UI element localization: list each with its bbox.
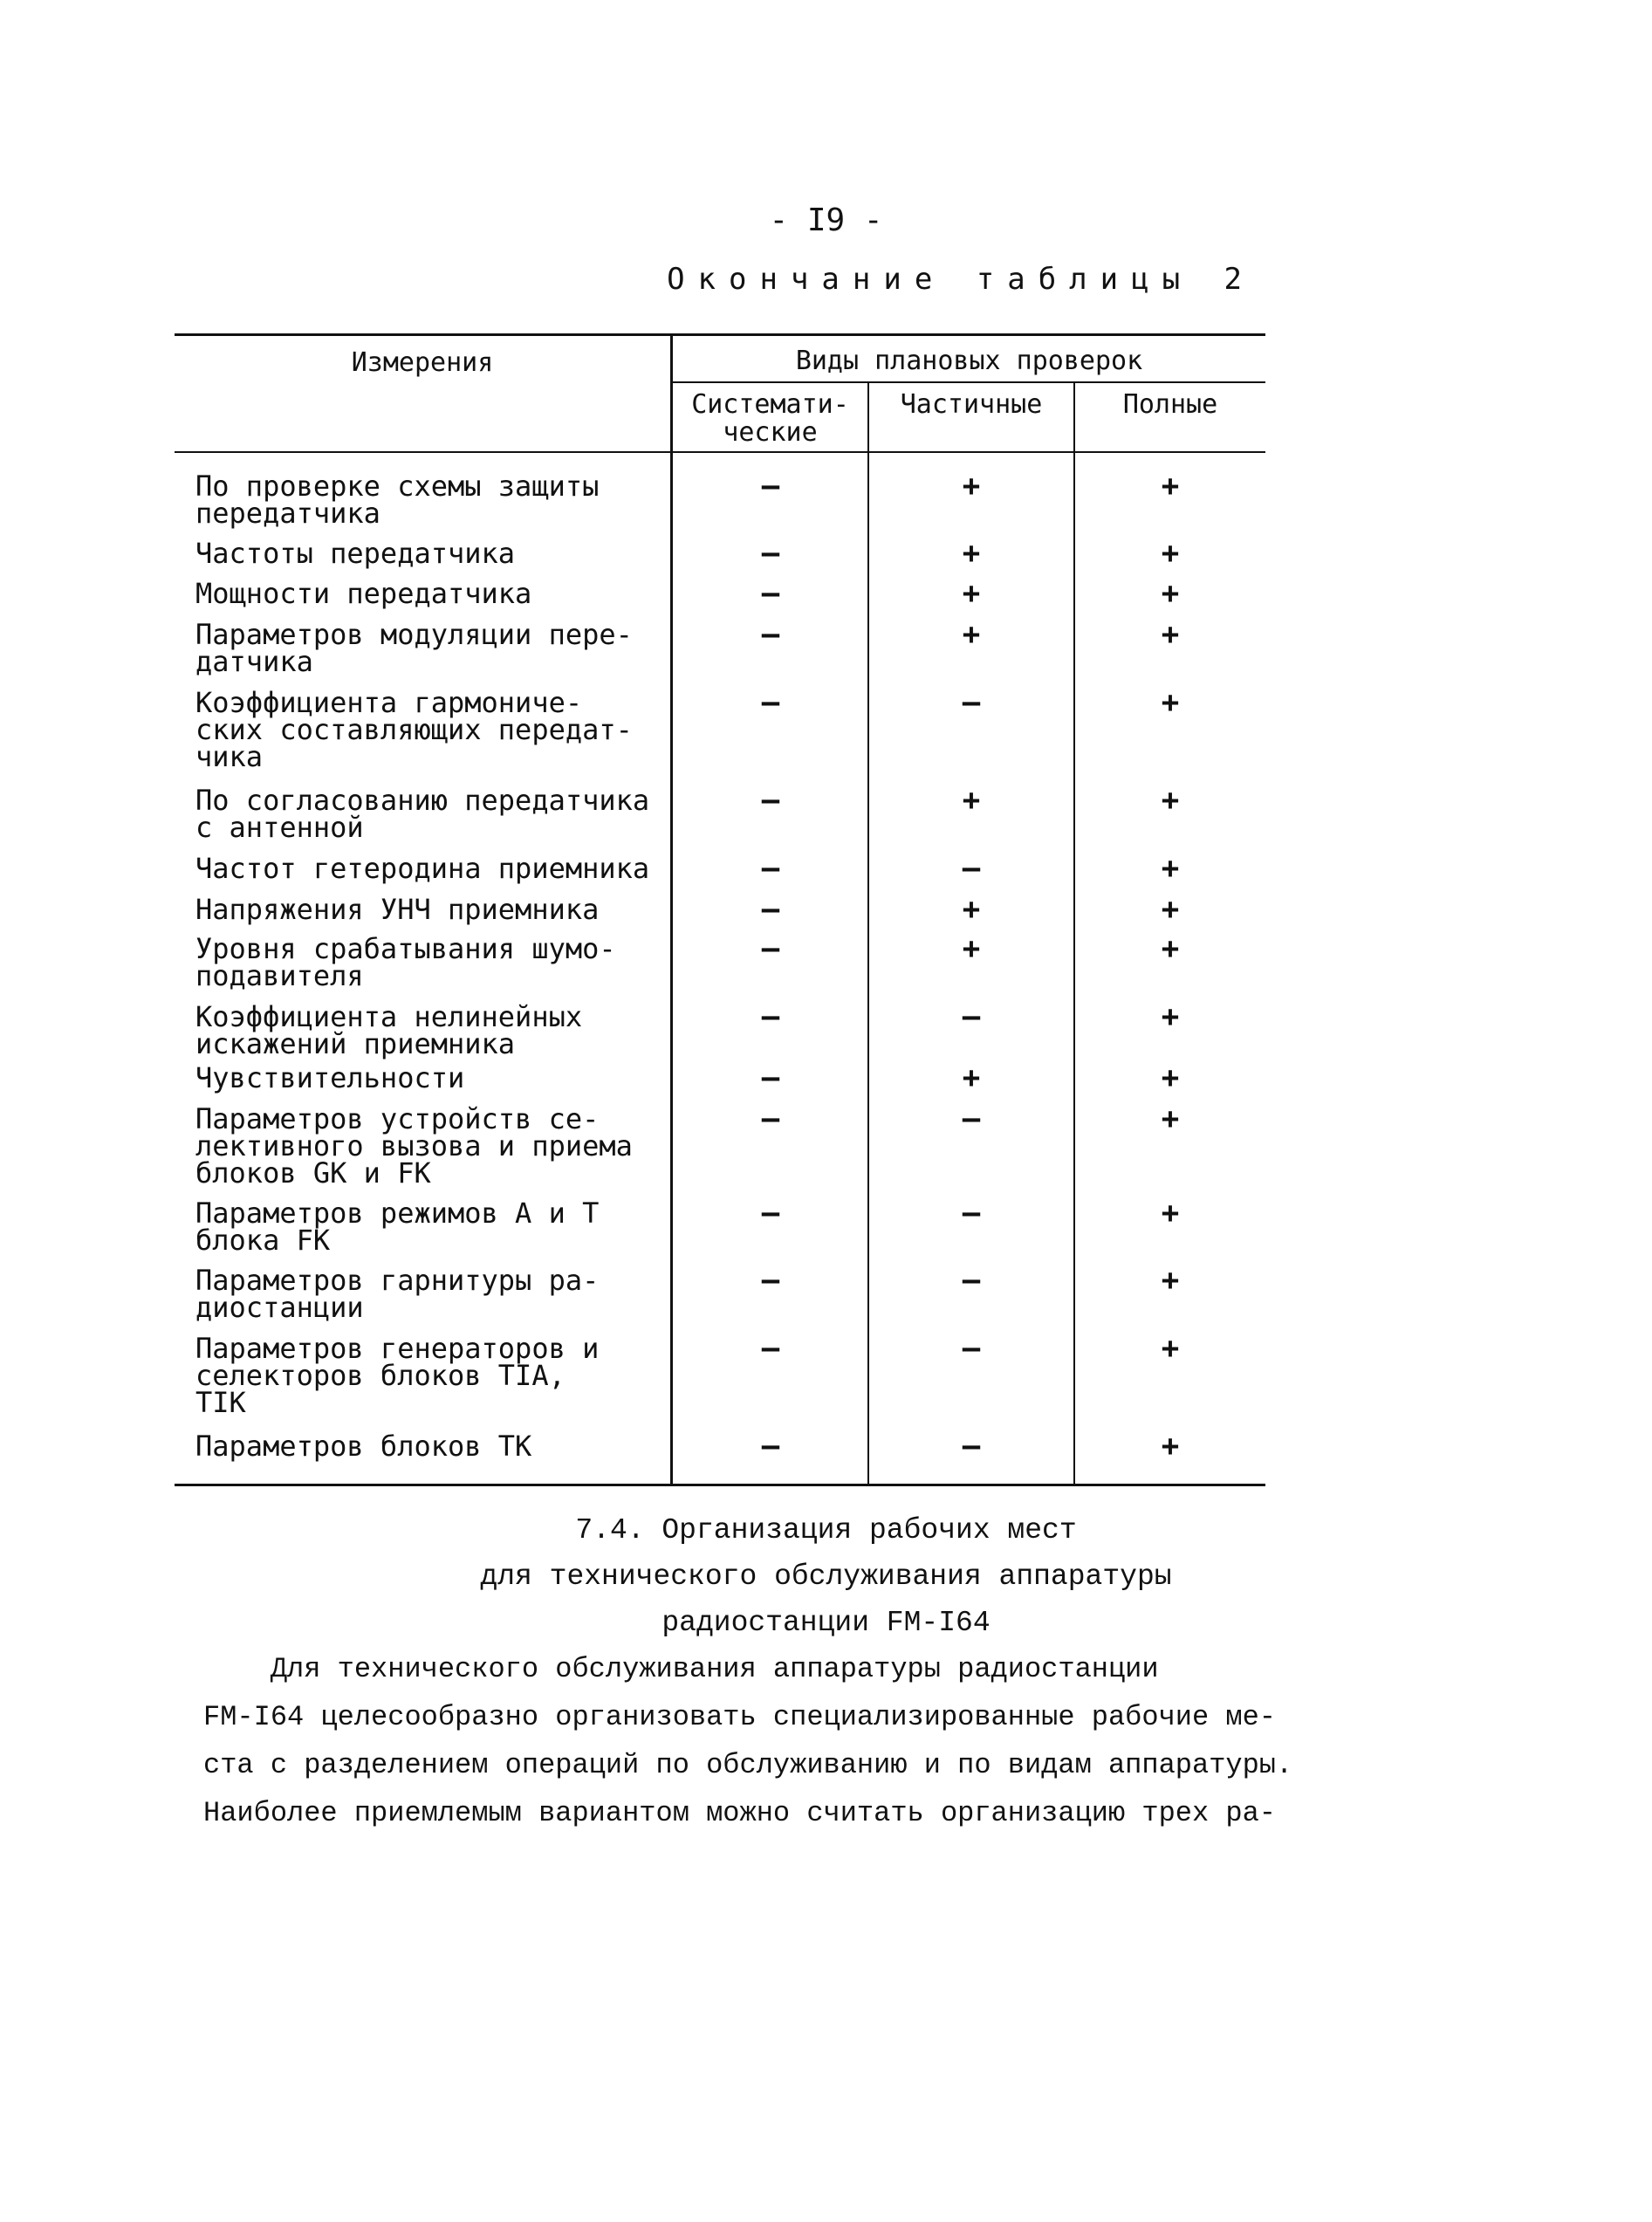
cell-systematic: – (761, 1060, 780, 1095)
row-measure-label: Частоты передатчика (195, 537, 516, 570)
cell-systematic: – (761, 931, 780, 966)
cell-systematic: – (761, 1263, 780, 1298)
header-check-types: Виды плановых проверок (795, 346, 1143, 376)
column-divider-1 (670, 333, 673, 1484)
cell-full: + (1161, 1429, 1180, 1464)
cell-full: + (1161, 685, 1180, 720)
header-measurements: Измерения (351, 347, 494, 378)
cell-systematic: – (761, 1196, 780, 1231)
section-title-line-3: радиостанции FM-I64 (661, 1607, 991, 1639)
table-top-rule (175, 333, 1265, 336)
cell-partial: + (962, 1060, 981, 1095)
cell-full: + (1161, 1263, 1180, 1298)
row-measure-label: По согласованию передатчика с антенной (195, 784, 650, 844)
header-bottom-rule (175, 451, 1265, 453)
cell-systematic: – (761, 685, 780, 720)
cell-systematic: – (761, 1429, 780, 1464)
row-measure-label: Параметров модуляции пере- датчика (195, 618, 633, 678)
cell-full: + (1161, 617, 1180, 652)
cell-full: + (1161, 931, 1180, 966)
header-full: Полные (1122, 389, 1218, 420)
cell-full: + (1161, 851, 1180, 886)
cell-full: + (1161, 892, 1180, 927)
row-measure-label: Напряжения УНЧ приемника (195, 893, 600, 926)
cell-partial: + (962, 783, 981, 818)
page-number: - I9 - (769, 202, 883, 238)
row-measure-label: Параметров генераторов и селекторов блоков TIA, TIK (195, 1332, 600, 1419)
cell-systematic: – (761, 999, 780, 1034)
column-divider-3 (1073, 383, 1075, 1484)
cell-full: + (1161, 999, 1180, 1034)
section-title-line-1: 7.4. Организация рабочих мест (575, 1514, 1077, 1546)
header-partial: Частичные (900, 389, 1043, 420)
cell-partial: + (962, 931, 981, 966)
cell-full: + (1161, 1196, 1180, 1231)
cell-systematic: – (761, 1331, 780, 1366)
body-line: FM-I64 целесообразно организовать специализированные рабочие ме- (203, 1701, 1276, 1733)
section-title-line-2: для технического обслуживания аппаратуры (480, 1560, 1172, 1593)
row-measure-label: Параметров блоков ТК (195, 1430, 532, 1463)
cell-systematic: – (761, 469, 780, 504)
row-measure-label: Мощности передатчика (195, 577, 532, 610)
body-paragraph (203, 1645, 1293, 1837)
body-line: Наиболее приемлемым вариантом можно считать организацию трех ра- (203, 1797, 1276, 1829)
body-line: ста с разделением операций по обслуживанию и по видам аппаратуры. (203, 1749, 1293, 1781)
cell-systematic: – (761, 851, 780, 886)
cell-systematic: – (761, 536, 780, 571)
body-line: Для технического обслуживания аппаратуры радиостанции (203, 1653, 1159, 1685)
cell-full: + (1161, 536, 1180, 571)
cell-systematic: – (761, 576, 780, 611)
cell-partial: – (962, 1331, 981, 1366)
row-measure-label: Параметров режимов А и Т блока FK (195, 1197, 600, 1257)
cell-full: + (1161, 469, 1180, 504)
cell-partial: – (962, 1429, 981, 1464)
cell-full: + (1161, 1060, 1180, 1095)
cell-partial: + (962, 536, 981, 571)
row-measure-label: По проверке схемы защиты передатчика (195, 470, 600, 530)
row-measure-label: Коэффициента гармониче- ских составляющих передат- чика (195, 686, 633, 773)
cell-partial: + (962, 617, 981, 652)
cell-full: + (1161, 1331, 1180, 1366)
cell-full: + (1161, 1101, 1180, 1136)
cell-partial: – (962, 1101, 981, 1136)
cell-full: + (1161, 576, 1180, 611)
row-measure-label: Параметров устройств се- лективного вызова и приема блоков GK и FK (195, 1102, 633, 1190)
header-systematic: Системати- ческие (691, 389, 849, 448)
cell-partial: – (962, 685, 981, 720)
cell-systematic: – (761, 892, 780, 927)
cell-partial: + (962, 469, 981, 504)
row-measure-label: Коэффициента нелинейных искажений приемника (195, 1000, 583, 1060)
column-divider-2 (867, 383, 869, 1484)
cell-systematic: – (761, 1101, 780, 1136)
cell-partial: – (962, 1263, 981, 1298)
row-measure-label: Частот гетеродина приемника (195, 852, 650, 885)
table-caption: Окончание таблицы 2 (667, 262, 1255, 297)
cell-partial: – (962, 851, 981, 886)
cell-systematic: – (761, 617, 780, 652)
table-bottom-rule (175, 1484, 1265, 1486)
row-measure-label: Чувствительности (195, 1061, 465, 1094)
row-measure-label: Параметров гарнитуры ра- диостанции (195, 1264, 600, 1324)
row-measure-label: Уровня срабатывания шумо- подавителя (195, 932, 616, 992)
checks-table (175, 333, 1265, 1485)
cell-partial: + (962, 892, 981, 927)
cell-full: + (1161, 783, 1180, 818)
cell-partial: – (962, 999, 981, 1034)
group-header-rule (670, 381, 1265, 383)
cell-systematic: – (761, 783, 780, 818)
cell-partial: – (962, 1196, 981, 1231)
cell-partial: + (962, 576, 981, 611)
